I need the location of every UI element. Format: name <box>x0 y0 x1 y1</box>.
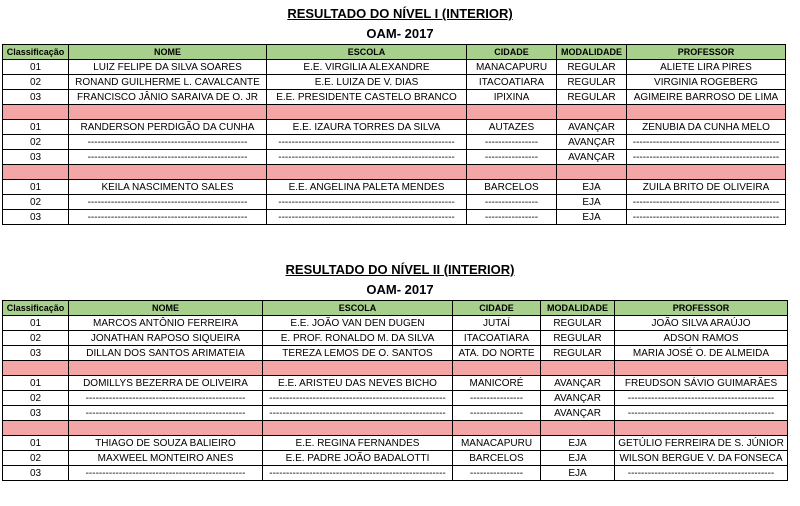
separator-cell <box>267 165 467 180</box>
classificacao-cell: 02 <box>3 451 69 466</box>
professor-cell: VIRGINIA ROGEBERG <box>627 75 786 90</box>
escola-cell: E.E. PADRE JOÃO BADALOTTI <box>263 451 453 466</box>
column-header: Classificação <box>3 301 69 316</box>
professor-cell: FREUDSON SÁVIO GUIMARÃES <box>615 376 788 391</box>
separator-cell <box>615 421 788 436</box>
column-header: NOME <box>69 301 263 316</box>
professor-cell: -------------------------------------------- <box>615 406 788 421</box>
cidade-cell: BARCELOS <box>453 451 541 466</box>
column-header: PROFESSOR <box>627 45 786 60</box>
table-row <box>3 436 788 451</box>
table-row <box>3 451 788 466</box>
separator-cell <box>69 105 267 120</box>
nome-cell: RONAND GUILHERME L. CAVALCANTE <box>69 75 267 90</box>
modalidade-cell: REGULAR <box>541 331 615 346</box>
professor-cell: ALIETE LIRA PIRES <box>627 60 786 75</box>
cidade-cell: ---------------- <box>467 150 557 165</box>
modalidade-cell: AVANÇAR <box>541 391 615 406</box>
nome-cell: ------------------------------------------------ <box>69 466 263 481</box>
cidade-cell: ---------------- <box>453 391 541 406</box>
separator-cell <box>3 165 69 180</box>
escola-cell: ----------------------------------------------------- <box>267 195 467 210</box>
separator-cell <box>467 165 557 180</box>
table-row <box>3 376 788 391</box>
table-row <box>3 180 786 195</box>
separator-cell <box>627 165 786 180</box>
nome-cell: ------------------------------------------------ <box>69 391 263 406</box>
professor-cell: ZUILA BRITO DE OLIVEIRA <box>627 180 786 195</box>
level2-table <box>2 300 788 481</box>
cidade-cell: AUTAZES <box>467 120 557 135</box>
classificacao-cell: 01 <box>3 120 69 135</box>
escola-cell: E.E. IZAURA TORRES DA SILVA <box>267 120 467 135</box>
modalidade-cell: REGULAR <box>557 75 627 90</box>
separator-cell <box>627 105 786 120</box>
classificacao-cell: 03 <box>3 346 69 361</box>
escola-cell: E.E. VIRGILIA ALEXANDRE <box>267 60 467 75</box>
nome-cell: ------------------------------------------------ <box>69 210 267 225</box>
header-row <box>3 45 786 60</box>
level1-title: RESULTADO DO NÍVEL I (INTERIOR) <box>287 6 513 21</box>
classificacao-cell: 02 <box>3 75 69 90</box>
level2-title: RESULTADO DO NÍVEL II (INTERIOR) <box>285 262 515 277</box>
column-header: PROFESSOR <box>615 301 788 316</box>
table-row <box>3 120 786 135</box>
column-header: ESCOLA <box>263 301 453 316</box>
separator-cell <box>453 361 541 376</box>
table-row <box>3 60 786 75</box>
nome-cell: ------------------------------------------------ <box>69 150 267 165</box>
column-header: MODALIDADE <box>557 45 627 60</box>
modalidade-cell: AVANÇAR <box>557 120 627 135</box>
modalidade-cell: EJA <box>557 210 627 225</box>
column-header: MODALIDADE <box>541 301 615 316</box>
nome-cell: KEILA NASCIMENTO SALES <box>69 180 267 195</box>
table-row <box>3 316 788 331</box>
professor-cell: -------------------------------------------- <box>615 391 788 406</box>
cidade-cell: IPIXINA <box>467 90 557 105</box>
escola-cell: E.E. ARISTEU DAS NEVES BICHO <box>263 376 453 391</box>
classificacao-cell: 03 <box>3 90 69 105</box>
nome-cell: MARCOS ANTÔNIO FERREIRA <box>69 316 263 331</box>
separator-cell <box>541 421 615 436</box>
table-row <box>3 466 788 481</box>
professor-cell: WILSON BERGUE V. DA FONSECA <box>615 451 788 466</box>
modalidade-cell: AVANÇAR <box>541 376 615 391</box>
table-row <box>3 210 786 225</box>
cidade-cell: ---------------- <box>467 195 557 210</box>
escola-cell: ----------------------------------------------------- <box>263 406 453 421</box>
classificacao-cell: 03 <box>3 210 69 225</box>
classificacao-cell: 01 <box>3 376 69 391</box>
table-row <box>3 331 788 346</box>
level1-section <box>0 4 800 225</box>
classificacao-cell: 01 <box>3 60 69 75</box>
professor-cell: -------------------------------------------- <box>627 150 786 165</box>
cidade-cell: ---------------- <box>467 210 557 225</box>
escola-cell: TEREZA LEMOS DE O. SANTOS <box>263 346 453 361</box>
cidade-cell: MANACAPURU <box>467 60 557 75</box>
classificacao-cell: 03 <box>3 150 69 165</box>
header-row <box>3 301 788 316</box>
cidade-cell: ITACOATIARA <box>453 331 541 346</box>
column-header: CIDADE <box>453 301 541 316</box>
column-header: ESCOLA <box>267 45 467 60</box>
modalidade-cell: REGULAR <box>557 60 627 75</box>
classificacao-cell: 02 <box>3 391 69 406</box>
modalidade-cell: REGULAR <box>557 90 627 105</box>
classificacao-cell: 01 <box>3 436 69 451</box>
table-row <box>3 406 788 421</box>
separator-cell <box>69 421 263 436</box>
nome-cell: THIAGO DE SOUZA BALIEIRO <box>69 436 263 451</box>
cidade-cell: ---------------- <box>467 135 557 150</box>
professor-cell: ZENUBIA DA CUNHA MELO <box>627 120 786 135</box>
nome-cell: DILLAN DOS SANTOS ARIMATEIA <box>69 346 263 361</box>
professor-cell: -------------------------------------------- <box>615 466 788 481</box>
professor-cell: AGIMEIRE BARROSO DE LIMA <box>627 90 786 105</box>
escola-cell: E.E. REGINA FERNANDES <box>263 436 453 451</box>
column-header: CIDADE <box>467 45 557 60</box>
table-row <box>3 90 786 105</box>
professor-cell: MARIA JOSÉ O. DE ALMEIDA <box>615 346 788 361</box>
classificacao-cell: 03 <box>3 466 69 481</box>
separator-cell <box>263 361 453 376</box>
nome-cell: RANDERSON PERDIGÃO DA CUNHA <box>69 120 267 135</box>
separator-cell <box>69 361 263 376</box>
cidade-cell: ITACOATIARA <box>467 75 557 90</box>
nome-cell: MAXWEEL MONTEIRO ANES <box>69 451 263 466</box>
level1-subtitle: OAM- 2017 <box>366 26 434 41</box>
modalidade-cell: EJA <box>541 451 615 466</box>
nome-cell: ------------------------------------------------ <box>69 135 267 150</box>
separator-cell <box>263 421 453 436</box>
separator-cell <box>69 165 267 180</box>
separator-cell <box>557 165 627 180</box>
escola-cell: E. PROF. RONALDO M. DA SILVA <box>263 331 453 346</box>
escola-cell: ----------------------------------------------------- <box>267 135 467 150</box>
table-row <box>3 150 786 165</box>
level2-subtitle: OAM- 2017 <box>366 282 434 297</box>
separator-cell <box>615 361 788 376</box>
professor-cell: -------------------------------------------- <box>627 210 786 225</box>
classificacao-cell: 02 <box>3 135 69 150</box>
escola-cell: E.E. ANGELINA PALETA MENDES <box>267 180 467 195</box>
group-separator <box>3 421 788 436</box>
classificacao-cell: 01 <box>3 180 69 195</box>
cidade-cell: BARCELOS <box>467 180 557 195</box>
modalidade-cell: EJA <box>541 466 615 481</box>
escola-cell: ----------------------------------------------------- <box>267 150 467 165</box>
classificacao-cell: 02 <box>3 331 69 346</box>
nome-cell: LUIZ FELIPE DA SILVA SOARES <box>69 60 267 75</box>
separator-cell <box>3 361 69 376</box>
modalidade-cell: REGULAR <box>541 316 615 331</box>
separator-cell <box>467 105 557 120</box>
separator-cell <box>453 421 541 436</box>
separator-cell <box>557 105 627 120</box>
table-row <box>3 346 788 361</box>
nome-cell: ------------------------------------------------ <box>69 406 263 421</box>
table-row <box>3 391 788 406</box>
separator-cell <box>267 105 467 120</box>
classificacao-cell: 02 <box>3 195 69 210</box>
modalidade-cell: EJA <box>557 180 627 195</box>
nome-cell: ------------------------------------------------ <box>69 195 267 210</box>
table-row <box>3 135 786 150</box>
escola-cell: ----------------------------------------------------- <box>263 466 453 481</box>
cidade-cell: JUTAÍ <box>453 316 541 331</box>
modalidade-cell: EJA <box>557 195 627 210</box>
modalidade-cell: AVANÇAR <box>557 135 627 150</box>
column-header: Classificação <box>3 45 69 60</box>
modalidade-cell: AVANÇAR <box>557 150 627 165</box>
group-separator <box>3 361 788 376</box>
table-row <box>3 195 786 210</box>
escola-cell: ----------------------------------------------------- <box>267 210 467 225</box>
nome-cell: DOMILLYS BEZERRA DE OLIVEIRA <box>69 376 263 391</box>
modalidade-cell: EJA <box>541 436 615 451</box>
level2-section <box>0 260 800 481</box>
separator-cell <box>3 105 69 120</box>
classificacao-cell: 03 <box>3 406 69 421</box>
escola-cell: E.E. LUIZA DE V. DIAS <box>267 75 467 90</box>
escola-cell: E.E. JOÃO VAN DEN DUGEN <box>263 316 453 331</box>
modalidade-cell: AVANÇAR <box>541 406 615 421</box>
professor-cell: -------------------------------------------- <box>627 195 786 210</box>
escola-cell: ----------------------------------------------------- <box>263 391 453 406</box>
level1-table <box>2 44 786 225</box>
classificacao-cell: 01 <box>3 316 69 331</box>
column-header: NOME <box>69 45 267 60</box>
nome-cell: JONATHAN RAPOSO SIQUEIRA <box>69 331 263 346</box>
cidade-cell: ---------------- <box>453 466 541 481</box>
cidade-cell: MANACAPURU <box>453 436 541 451</box>
separator-cell <box>541 361 615 376</box>
cidade-cell: MANICORÉ <box>453 376 541 391</box>
separator-cell <box>3 421 69 436</box>
table-row <box>3 75 786 90</box>
professor-cell: ADSON RAMOS <box>615 331 788 346</box>
escola-cell: E.E. PRESIDENTE CASTELO BRANCO <box>267 90 467 105</box>
modalidade-cell: REGULAR <box>541 346 615 361</box>
group-separator <box>3 165 786 180</box>
professor-cell: JOÃO SILVA ARAÚJO <box>615 316 788 331</box>
nome-cell: FRANCISCO JÂNIO SARAIVA DE O. JR <box>69 90 267 105</box>
cidade-cell: ATA. DO NORTE <box>453 346 541 361</box>
cidade-cell: ---------------- <box>453 406 541 421</box>
professor-cell: GETÚLIO FERREIRA DE S. JÚNIOR <box>615 436 788 451</box>
group-separator <box>3 105 786 120</box>
professor-cell: -------------------------------------------- <box>627 135 786 150</box>
